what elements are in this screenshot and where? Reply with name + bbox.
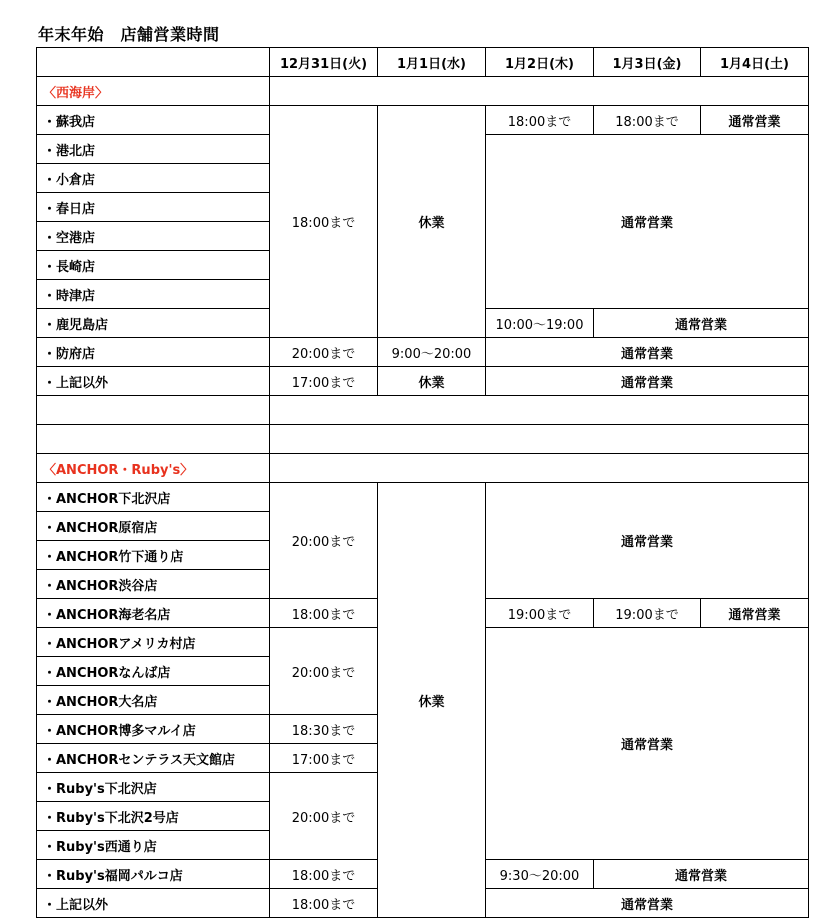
table-row bbox=[37, 106, 809, 135]
hours-cell: 通常営業 bbox=[486, 338, 809, 367]
store-name: ・春日店 bbox=[37, 193, 270, 222]
hours-cell: 18:00まで bbox=[270, 106, 378, 338]
hours-cell: 20:00まで bbox=[270, 338, 378, 367]
hours-cell: 通常営業 bbox=[594, 860, 809, 889]
header-row bbox=[37, 48, 809, 77]
store-name: ・上記以外 bbox=[37, 889, 270, 918]
hours-cell: 通常営業 bbox=[486, 889, 809, 918]
section-spacer bbox=[270, 454, 809, 483]
hours-cell: 18:00まで bbox=[270, 889, 378, 918]
header-jan4: 1月4日(土) bbox=[701, 48, 809, 77]
hours-cell: 通常営業 bbox=[594, 309, 809, 338]
store-name: ・Ruby's下北沢店 bbox=[37, 773, 270, 802]
header-jan3: 1月3日(金) bbox=[594, 48, 701, 77]
section-title-anchor: 〈ANCHOR・Ruby's〉 bbox=[37, 454, 270, 483]
page-title: 年末年始 店舗営業時間 bbox=[38, 25, 220, 44]
hours-cell: 20:00まで bbox=[270, 628, 378, 715]
hours-cell: 18:00まで bbox=[594, 106, 701, 135]
store-name: ・ANCHORアメリカ村店 bbox=[37, 628, 270, 657]
store-name: ・上記以外 bbox=[37, 367, 270, 396]
store-name: ・鹿児島店 bbox=[37, 309, 270, 338]
store-hours-table bbox=[36, 47, 809, 918]
hours-cell: 18:00まで bbox=[486, 106, 594, 135]
section-row-west bbox=[37, 77, 809, 106]
hours-cell: 18:00まで bbox=[270, 860, 378, 889]
store-name: ・ANCHOR渋谷店 bbox=[37, 570, 270, 599]
blank-row bbox=[37, 396, 809, 425]
store-name: ・ANCHOR原宿店 bbox=[37, 512, 270, 541]
blank-cell bbox=[37, 396, 270, 425]
blank-cell bbox=[270, 425, 809, 454]
table-row bbox=[37, 483, 809, 512]
blank-cell bbox=[270, 396, 809, 425]
section-spacer bbox=[270, 77, 809, 106]
store-name: ・ANCHOR海老名店 bbox=[37, 599, 270, 628]
store-name: ・空港店 bbox=[37, 222, 270, 251]
store-name: ・港北店 bbox=[37, 135, 270, 164]
hours-cell: 休業 bbox=[378, 367, 486, 396]
table-row bbox=[37, 338, 809, 367]
section-row-anchor bbox=[37, 454, 809, 483]
header-store-column bbox=[37, 48, 270, 77]
blank-row bbox=[37, 425, 809, 454]
section-title-west: 〈西海岸〉 bbox=[37, 77, 270, 106]
store-name: ・長崎店 bbox=[37, 251, 270, 280]
store-name: ・防府店 bbox=[37, 338, 270, 367]
store-name: ・時津店 bbox=[37, 280, 270, 309]
hours-cell: 10:00～19:00 bbox=[486, 309, 594, 338]
store-name: ・Ruby's下北沢2号店 bbox=[37, 802, 270, 831]
store-name: ・小倉店 bbox=[37, 164, 270, 193]
hours-cell: 19:00まで bbox=[486, 599, 594, 628]
blank-cell bbox=[37, 425, 270, 454]
store-name: ・ANCHORセンテラス天文館店 bbox=[37, 744, 270, 773]
store-name: ・Ruby's西通り店 bbox=[37, 831, 270, 860]
hours-cell: 18:30まで bbox=[270, 715, 378, 744]
hours-cell: 18:00まで bbox=[270, 599, 378, 628]
store-name: ・ANCHORなんば店 bbox=[37, 657, 270, 686]
hours-cell: 17:00まで bbox=[270, 744, 378, 773]
hours-cell: 休業 bbox=[378, 106, 486, 338]
hours-cell: 17:00まで bbox=[270, 367, 378, 396]
hours-cell: 休業 bbox=[378, 483, 486, 918]
store-name: ・ANCHOR竹下通り店 bbox=[37, 541, 270, 570]
hours-cell: 通常営業 bbox=[701, 106, 809, 135]
hours-cell: 通常営業 bbox=[486, 628, 809, 860]
hours-cell: 19:00まで bbox=[594, 599, 701, 628]
hours-cell: 9:00～20:00 bbox=[378, 338, 486, 367]
hours-cell: 通常営業 bbox=[486, 135, 809, 309]
hours-cell: 通常営業 bbox=[701, 599, 809, 628]
store-name: ・蘇我店 bbox=[37, 106, 270, 135]
table-row bbox=[37, 367, 809, 396]
store-name: ・ANCHOR下北沢店 bbox=[37, 483, 270, 512]
store-name: ・ANCHOR大名店 bbox=[37, 686, 270, 715]
hours-cell: 通常営業 bbox=[486, 483, 809, 599]
hours-cell: 20:00まで bbox=[270, 483, 378, 599]
hours-cell: 9:30～20:00 bbox=[486, 860, 594, 889]
hours-cell: 通常営業 bbox=[486, 367, 809, 396]
hours-cell: 20:00まで bbox=[270, 773, 378, 860]
header-jan2: 1月2日(木) bbox=[486, 48, 594, 77]
header-dec31: 12月31日(火) bbox=[270, 48, 378, 77]
store-name: ・ANCHOR博多マルイ店 bbox=[37, 715, 270, 744]
header-jan1: 1月1日(水) bbox=[378, 48, 486, 77]
store-name: ・Ruby's福岡パルコ店 bbox=[37, 860, 270, 889]
